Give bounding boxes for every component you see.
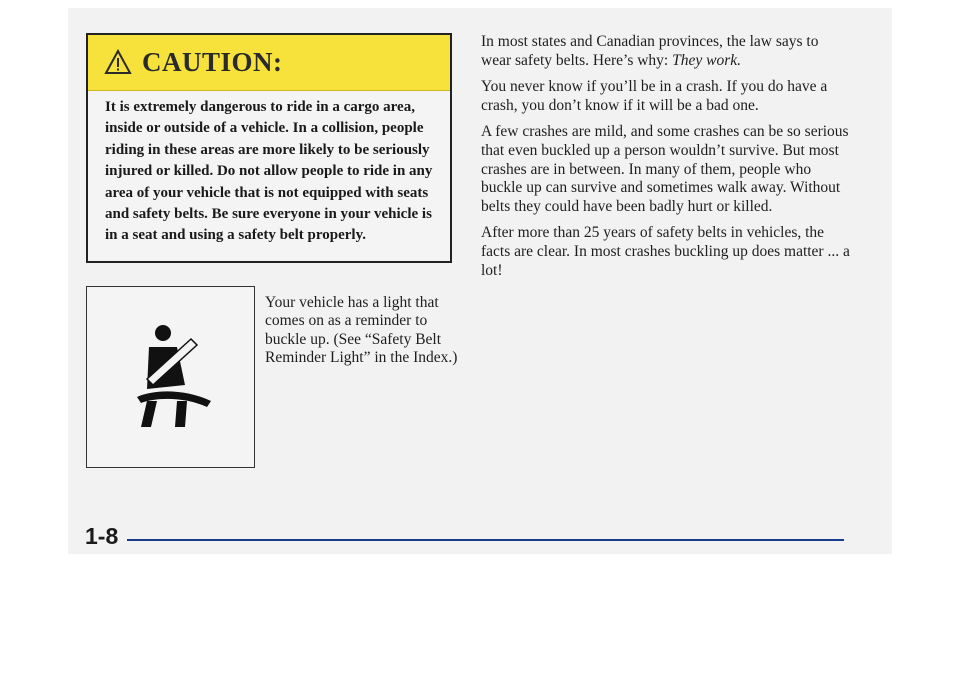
paragraph-3: A few crashes are mild, and some crashes can be so serious that even buckled up a person wouldn’t survive. But most crashes are in between. In many of them, people who buckle up can survive and sometimes walk away. Without belts they could have been badly hurt or killed. [481, 123, 849, 215]
paragraph-4: After more than 25 years of safety belts in vehicles, the facts are clear. In most crashes buckling up does matter ... a lot! [481, 224, 850, 279]
paragraph-1-emphasis: They work. [672, 51, 741, 69]
caution-box [86, 33, 452, 263]
caution-text: It is extremely dangerous to ride in a cargo area, inside or outside of a vehicle. In a collision, people riding in these areas are more likely to be seriously injured or killed. Do not allow people to ride in any area of your vehicle that is not equipped with seats and safety belts. Be sure everyone in your vehicle is in a seat and using a safety belt properly. [105, 99, 433, 244]
page-number: 1-8 [85, 523, 119, 549]
seat-belt-reminder-icon [125, 323, 215, 433]
seat-belt-illustration-box [86, 286, 255, 468]
paragraph-1 [481, 33, 851, 70]
footer-rule [127, 539, 844, 541]
paragraph-1-text: In most states and Canadian provinces, the law says to wear safety belts. Here’s why: [481, 33, 819, 69]
caution-banner [88, 35, 450, 91]
paragraph-2: You never know if you’ll be in a crash. If you do have a crash, you don’t know if it will be a bad one. [481, 78, 828, 114]
warning-triangle-icon [104, 49, 132, 75]
caution-title: CAUTION: [142, 47, 283, 77]
reminder-text: Your vehicle has a light that comes on as a reminder to buckle up. (See “Safety Belt Reminder Light” in the Index.) [265, 294, 458, 366]
right-column [481, 33, 851, 288]
